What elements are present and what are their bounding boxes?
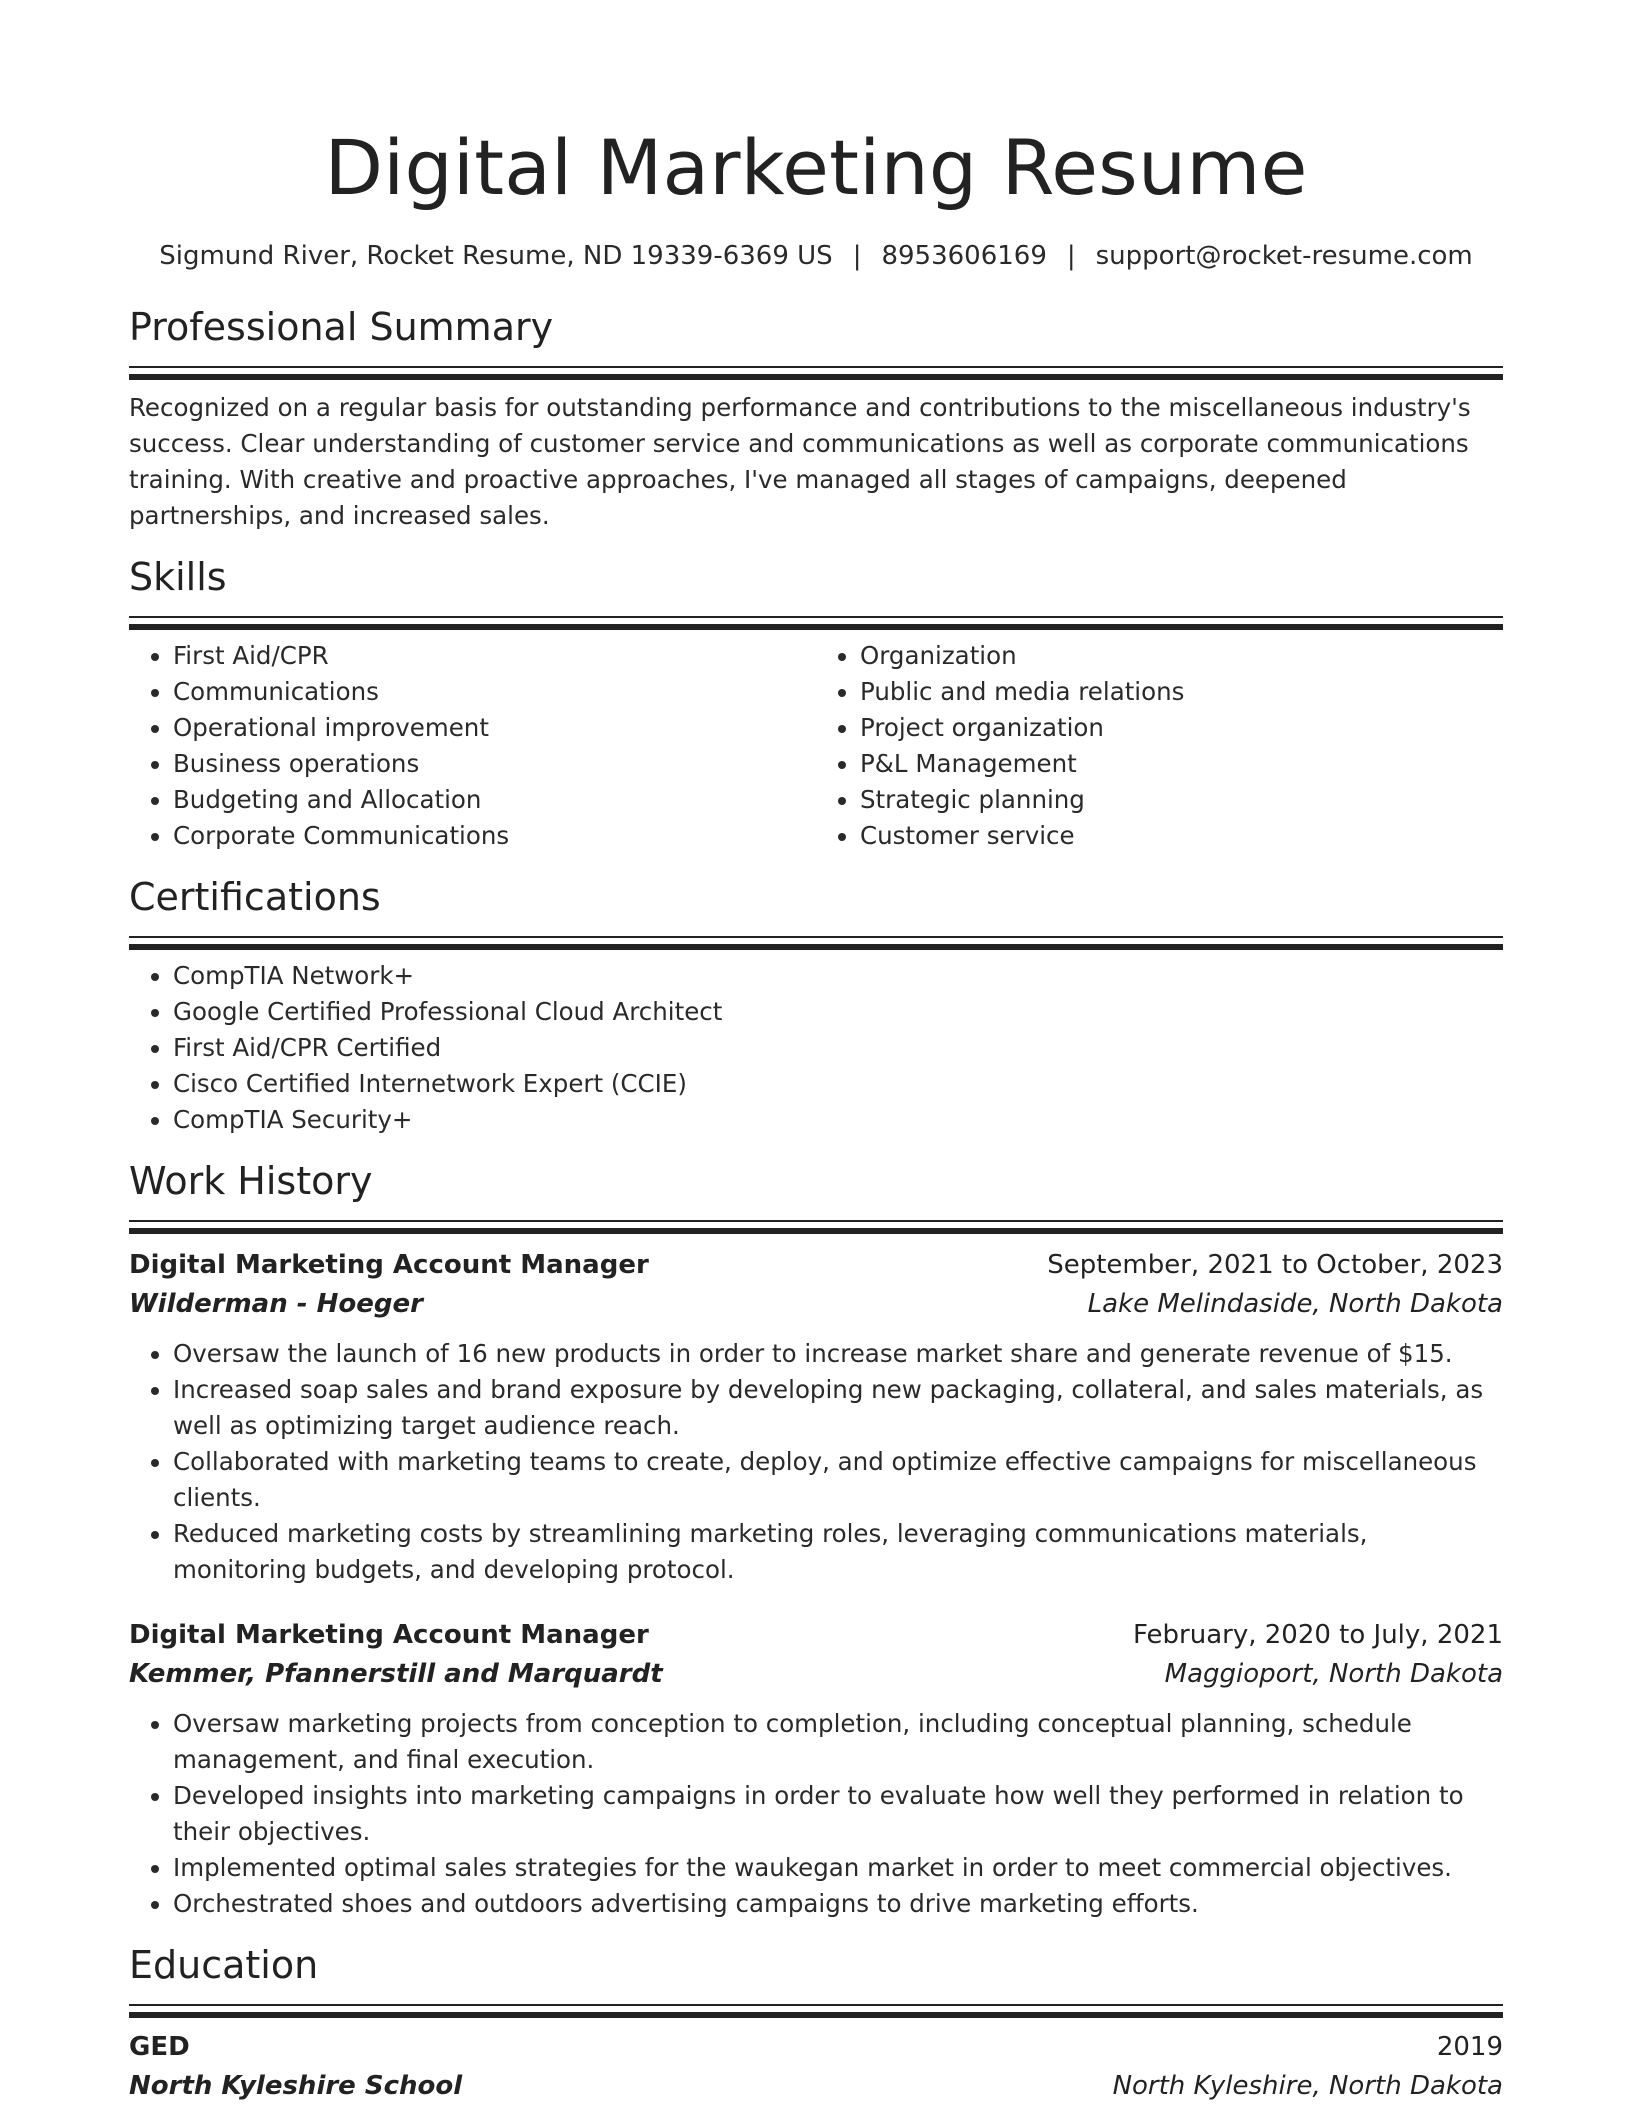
- job-dates: September, 2021 to October, 2023: [1047, 1250, 1503, 1280]
- job-bullet: • Collaborated with marketing teams to create, deploy, and optimize effective campaigns for miscellaneous clients.: [173, 1444, 1503, 1516]
- education-heading: Education: [129, 1943, 319, 1987]
- resume-title: Digital Marketing Resume: [324, 123, 1308, 212]
- section-divider: [129, 366, 1503, 378]
- job-header-row: [129, 1246, 1503, 1285]
- certification-item: • Cisco Certified Internetwork Expert (CCIE): [173, 1066, 1503, 1102]
- job-bullet: • Reduced marketing costs by streamlining marketing roles, leveraging communications materials, monitoring budgets, and developing protocol.: [173, 1516, 1503, 1588]
- skill-item: • Corporate Communications: [173, 818, 816, 854]
- section-divider: [129, 936, 1503, 948]
- education-school: North Kyleshire School: [129, 2071, 463, 2101]
- education-header-row: [129, 2028, 1503, 2067]
- skills-heading: Skills: [129, 555, 227, 599]
- section-divider: [129, 1220, 1503, 1232]
- education-entry: [129, 2028, 1503, 2106]
- skill-item: • Budgeting and Allocation: [173, 782, 816, 818]
- job-bullet: • Oversaw marketing projects from conception to completion, including conceptual planning, schedule management, and final execution.: [173, 1706, 1503, 1778]
- certifications-list: [129, 958, 1503, 1138]
- skills-list-right: [816, 638, 1503, 854]
- job-dates: February, 2020 to July, 2021: [1133, 1620, 1503, 1650]
- job-company: Wilderman - Hoeger: [129, 1289, 423, 1319]
- job-title: Digital Marketing Account Manager: [129, 1250, 649, 1280]
- skills-section: [129, 552, 1503, 854]
- job-header-row: [129, 1616, 1503, 1655]
- job-bullet: • Developed insights into marketing campaigns in order to evaluate how well they performed in relation to their objectives.: [173, 1778, 1503, 1850]
- skill-item: • Public and media relations: [860, 674, 1503, 710]
- skill-item: • Strategic planning: [860, 782, 1503, 818]
- skill-item: • Customer service: [860, 818, 1503, 854]
- job-location: Lake Melindaside, North Dakota: [1087, 1289, 1503, 1319]
- job-company: Kemmer, Pfannerstill and Marquardt: [129, 1659, 663, 1689]
- job-company-row: [129, 1285, 1503, 1324]
- job-bullet: • Oversaw the launch of 16 new products in order to increase market share and generate revenue of $15.: [173, 1336, 1503, 1372]
- skill-item: • Business operations: [173, 746, 816, 782]
- contact-phone: 8953606169: [881, 241, 1047, 271]
- education-school-row: [129, 2067, 1503, 2106]
- certification-item: • First Aid/CPR Certified: [173, 1030, 1503, 1066]
- job-bullet: • Orchestrated shoes and outdoors advertising campaigns to drive marketing efforts.: [173, 1886, 1503, 1922]
- contact-address: Sigmund River, Rocket Resume, ND 19339-6369 US: [159, 241, 833, 271]
- work-history-heading: Work History: [129, 1159, 373, 1203]
- summary-text: Recognized on a regular basis for outstanding performance and contributions to the miscellaneous industry's success. Clear understanding of customer service and communications as well as corporate communications training. With creative and proactive approaches, I've managed all stages of campaigns, deepened partnerships, and increased sales.: [129, 393, 1471, 530]
- skill-item: • P&L Management: [860, 746, 1503, 782]
- skills-list-left: [129, 638, 816, 854]
- job-company-row: [129, 1655, 1503, 1694]
- job-entry: [129, 1616, 1503, 1922]
- contact-email: support@rocket-resume.com: [1095, 241, 1473, 271]
- contact-separator: |: [1066, 241, 1076, 271]
- certification-item: • Google Certified Professional Cloud Architect: [173, 994, 1503, 1030]
- job-entry: [129, 1246, 1503, 1588]
- skill-item: • Communications: [173, 674, 816, 710]
- job-bullets: [129, 1706, 1503, 1922]
- job-bullets: [129, 1336, 1503, 1588]
- job-title: Digital Marketing Account Manager: [129, 1620, 649, 1650]
- work-history-section: [129, 1156, 1503, 1922]
- education-section: [129, 1940, 1503, 2106]
- certifications-section: [129, 872, 1503, 1138]
- education-degree: GED: [129, 2032, 190, 2062]
- job-bullet: • Increased soap sales and brand exposure by developing new packaging, collateral, and sales materials, as well as optimizing target audience reach.: [173, 1372, 1503, 1444]
- certification-item: • CompTIA Network+: [173, 958, 1503, 994]
- skill-item: • Project organization: [860, 710, 1503, 746]
- certifications-heading: Certifications: [129, 875, 381, 919]
- section-divider: [129, 616, 1503, 628]
- skill-item: • Operational improvement: [173, 710, 816, 746]
- job-bullet: • Implemented optimal sales strategies for the waukegan market in order to meet commercial objectives.: [173, 1850, 1503, 1886]
- certification-item: • CompTIA Security+: [173, 1102, 1503, 1138]
- education-location: North Kyleshire, North Dakota: [1112, 2071, 1503, 2101]
- summary-section: [129, 302, 1503, 534]
- contact-line: [129, 238, 1503, 274]
- skill-item: • First Aid/CPR: [173, 638, 816, 674]
- contact-separator: |: [852, 241, 862, 271]
- section-divider: [129, 2004, 1503, 2016]
- skills-columns: [129, 638, 1503, 854]
- education-year: 2019: [1436, 2032, 1503, 2062]
- skill-item: • Organization: [860, 638, 1503, 674]
- summary-heading: Professional Summary: [129, 305, 554, 349]
- job-location: Maggioport, North Dakota: [1164, 1659, 1503, 1689]
